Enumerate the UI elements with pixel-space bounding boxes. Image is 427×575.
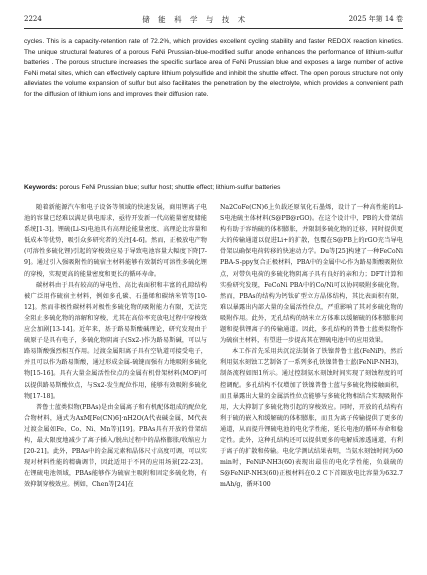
- paragraph-continued: Na2CoFe(CN)6上负载还原氧化石墨烯，设计了一种高性能的Li-S电池硫主体材料(S@PB@rGO)。在这个设计中，PB的大骨架结构有助于容纳硫的体积膨胀，并限制多硫化物的迁移，同时提供更大的传输通道以促进Li+的扩散，包覆在S@PB上的rGO充当导电骨架以确保电荷转移的快速动力学。Du等[25]构建了一种FeCoNi PBA-S-ppy复合正极材料，PBA中的金属中心作为路易斯酸吸附位点，对带负电荷的多硫化物阴离子具有良好的亲和力；DFT计算和实验研究发现，FeCoNi PBA中的Co/Ni可以协同吸附多硫化物。然而，PBAs的结构为钙钛矿型立方晶体结构，其比表面积有限，难以暴露出内部大量的金属活性位点，严重影响了其对多硫化物的吸附作用。此外，无孔结构的纳米立方体难以缓解硫的体积膨胀问题和提供锂离子的传输通道。因此，多孔结构的普鲁士蓝类似物作为硫宿主材料，有望进一步提高其在锂硫电池中的应用效果。: [220, 204, 403, 345]
- abstract-text: cycles. This is a capacity-retention rate of 72.2%, which provides excellent cycling stability and faster REDOX reaction kinetics. The unique structural features of a porous FeNi Prussian-blue-modified sulfur anode enhances the performance of lithium-sulfur batteries . The porous structure increases the specific surface area of FeNi Prussian blue and exposes a large number of active FeNi metal sites, which can effectively capture lithium polysulfide and inhibit the shuttle effect. The open porous structure not only alleviates the volume expansion of sulfur but also facilitates the penetration by the electrolyte, which provides a convenient path for the diffusion of lithium ions and improves their diffusion rate.: [24, 38, 403, 98]
- page-number: 2224: [24, 15, 42, 23]
- paragraph: 随着新能源汽车和电子设备等领域的快速发展，商用锂离子电池的容量已经难以满足供电需求，亟待开发新一代高能量密度储能系统[1-3]。锂硫(Li-S)电池具有高理论能量密度、高理论比容量和低成本等优势，吸引众多研究者的关注[4-6]。然而，正极放电产物(可溶性多硫化锂)引起的穿梭效应易于导致电池容量大幅度下降[7-9]。通过引入强吸附性的硫宿主材料能够有效制约可溶性多硫化锂的穿梭，实现更高的能量密度和更长的循环寿命。: [24, 204, 207, 278]
- journal-title: 储 能 科 学 与 技 术: [142, 14, 249, 24]
- keywords-text: porous FeNi Prussian blue; sulfur host; shuttle effect; lithium-sulfur batteries: [57, 184, 281, 191]
- header-rule: [24, 28, 403, 29]
- running-header: [24, 12, 403, 26]
- keywords-line: [24, 183, 403, 194]
- paragraph: 本工作首先采用共沉淀法制备了铁镍普鲁士蓝(FeNiP)，然后利用氨水刻蚀工艺制备了一系列多孔铁镍普鲁士蓝(FeNiP-NH3)，制备流程如图1所示。通过控制氨水刻蚀时间实现了刻蚀程度的可控调配。多孔结构不仅增加了铁镍普鲁士蓝与多硫化物接触面积，而且暴露出大量的金属活性位点能够与多硫化物相结合实现吸附作用，大大抑制了多硫化物引起的穿梭效应。同时，开放的孔结构有利于硫的嵌入和缓解硫的体积膨胀，而且为离子传输提供了更多的通道，从而提升锂硫电池的电化学性能，延长电池的循环寿命和稳定性。此外，这种孔结构还可以提供更多的电解质渗透通道，有利于离子的扩散和传输。电化学测试结果表明，当氨水刻蚀时间为60 min时，FeNiP-NH3(60)表现出最佳的电化学性能，负载硫的S@FeNiP-NH3(60)正极材料在0.2 C下首圈放电比容量为632.7 mAh/g，循环100: [220, 348, 403, 489]
- keywords-label: Keywords:: [24, 184, 58, 191]
- body-column-right: [220, 202, 403, 490]
- paragraph: 普鲁士蓝类似物(PBAs)是由金属离子和有机配体组成的配位化合物材料，通式为AxM[Fe(CN)6]·nH2O(A代表碱金属，M代表过渡金属如Fe、Co、Ni、Mn等)[19]。PBAs具有开放的骨架结构，最大限度地减少了离子插入/脱出过程中的晶格膨胀/收缩应力[20-21]。此外，PBAs中的金属元素和晶体尺寸高度可调，可以实现对材料性能的精确调节，因此适用于不同的应用场景[22-23]。在锂硫电池领域，PBAs能够作为硫宿主吸附和固定多硫化物，有效抑制穿梭效应。例如，Chen等[24]在: [24, 403, 207, 489]
- issue-info: 2025 年第 14 卷: [348, 15, 403, 23]
- body-column-left: [24, 202, 207, 490]
- paragraph: 碳材料由于具有较高的导电性、高比表面积和丰富的孔隙结构被广泛用作硫宿主材料，例如多孔碳、石墨烯和碳纳米管等[10-12]。然而非极性碳材料对极性多硫化物的吸附能力有限，无法完全阻止多硫化物的溶解和穿梭，尤其在高倍率充放电过程中穿梭效应会加剧[13-14]。近年来，基于路易斯酸碱理论，研究发现由于硫原子是具有电子，多硫化物阴离子(Sx2-)作为路易斯碱，可以与路易斯酸强烈相互作用。过渡金属阳离子具有空轨道可接受电子，并且可以作为路易斯酸，通过形成金属-硫键而强有力地吸附多硫化物[15-16]。具有大量金属活性位点的金属有机骨架材料(MOF)可以提供路易斯酸位点，与Sx2-发生配位作用，能够有效吸附多硫化物[17-18]。: [24, 281, 207, 400]
